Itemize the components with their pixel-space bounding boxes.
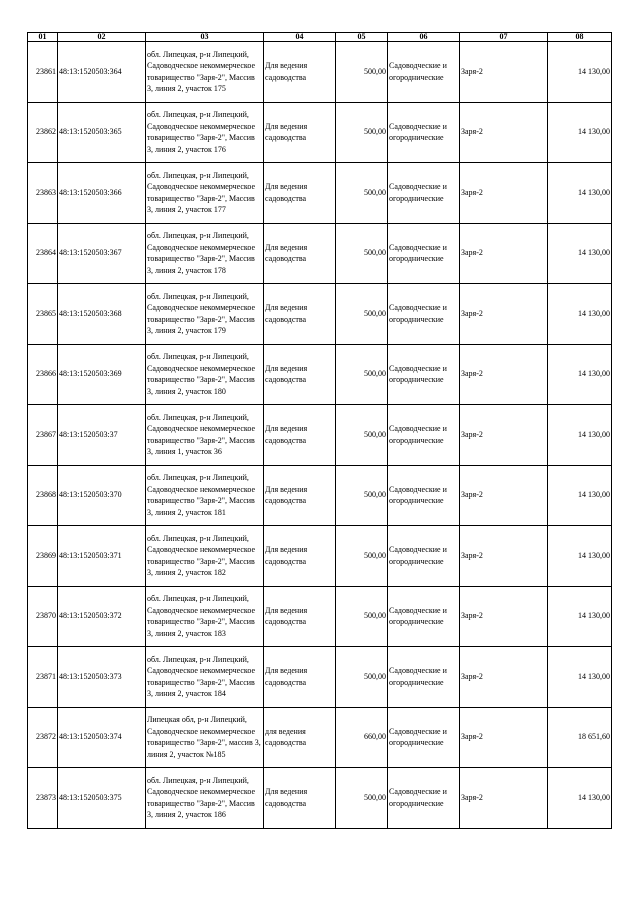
permitted-use-cell: для ведения садоводства	[264, 707, 336, 768]
land-category-cell: Садоводческие и огороднические	[388, 526, 460, 587]
permitted-use-cell: Для ведения садоводства	[264, 223, 336, 284]
permitted-use-cell: Для ведения садоводства	[264, 102, 336, 163]
column-header: 02	[58, 33, 146, 42]
cadastral-number-cell: 48:13:1520503:370	[58, 465, 146, 526]
row-number-cell: 23864	[28, 223, 58, 284]
column-header: 05	[336, 33, 388, 42]
settlement-name-cell: Заря-2	[460, 647, 548, 708]
row-number-cell: 23871	[28, 647, 58, 708]
permitted-use-cell: Для ведения садоводства	[264, 405, 336, 466]
settlement-name-cell: Заря-2	[460, 284, 548, 345]
settlement-name-cell: Заря-2	[460, 344, 548, 405]
area-cell: 500,00	[336, 465, 388, 526]
cadastral-value-cell: 18 651,60	[548, 707, 612, 768]
address-cell: обл. Липецкая, р-н Липецкий, Садоводческое некоммерческое товарищество "Заря-2", Массив 3, линия 1, участок 36	[146, 405, 264, 466]
permitted-use-cell: Для ведения садоводства	[264, 465, 336, 526]
area-cell: 500,00	[336, 344, 388, 405]
address-cell: обл. Липецкая, р-н Липецкий, Садоводческое некоммерческое товарищество "Заря-2", Массив 3, линия 2, участок 176	[146, 102, 264, 163]
address-cell: обл. Липецкая, р-н Липецкий, Садоводческое некоммерческое товарищество "Заря-2", Массив 3, линия 2, участок 182	[146, 526, 264, 587]
area-cell: 500,00	[336, 42, 388, 103]
column-header: 08	[548, 33, 612, 42]
settlement-name-cell: Заря-2	[460, 526, 548, 587]
table-row	[28, 586, 612, 647]
address-cell: обл. Липецкая, р-н Липецкий, Садоводческое некоммерческое товарищество "Заря-2", Массив 3, линия 2, участок 183	[146, 586, 264, 647]
permitted-use-cell: Для ведения садоводства	[264, 344, 336, 405]
cadastral-number-cell: 48:13:1520503:37	[58, 405, 146, 466]
settlement-name-cell: Заря-2	[460, 102, 548, 163]
area-cell: 500,00	[336, 647, 388, 708]
cadastral-value-cell: 14 130,00	[548, 163, 612, 224]
cadastral-number-cell: 48:13:1520503:364	[58, 42, 146, 103]
row-number-cell: 23867	[28, 405, 58, 466]
land-category-cell: Садоводческие и огороднические	[388, 42, 460, 103]
cadastral-number-cell: 48:13:1520503:365	[58, 102, 146, 163]
settlement-name-cell: Заря-2	[460, 586, 548, 647]
table-row	[28, 647, 612, 708]
table-row	[28, 768, 612, 829]
table-row	[28, 526, 612, 587]
row-number-cell: 23873	[28, 768, 58, 829]
row-number-cell: 23862	[28, 102, 58, 163]
address-cell: обл. Липецкая, р-н Липецкий, Садоводческое некоммерческое товарищество "Заря-2", Массив 3, линия 2, участок 175	[146, 42, 264, 103]
address-cell: Липецкая обл, р-н Липецкий, Садоводческое некоммерческое товарищество "Заря-2", массив 3, линия 2, участок №185	[146, 707, 264, 768]
row-number-cell: 23872	[28, 707, 58, 768]
area-cell: 500,00	[336, 284, 388, 345]
row-number-cell: 23863	[28, 163, 58, 224]
permitted-use-cell: Для ведения садоводства	[264, 163, 336, 224]
table-row	[28, 42, 612, 103]
settlement-name-cell: Заря-2	[460, 42, 548, 103]
permitted-use-cell: Для ведения садоводства	[264, 526, 336, 587]
row-number-cell: 23868	[28, 465, 58, 526]
cadastral-value-cell: 14 130,00	[548, 768, 612, 829]
cadastral-number-cell: 48:13:1520503:374	[58, 707, 146, 768]
permitted-use-cell: Для ведения садоводства	[264, 647, 336, 708]
area-cell: 500,00	[336, 405, 388, 466]
land-category-cell: Садоводческие и огороднические	[388, 405, 460, 466]
table-body	[28, 42, 612, 829]
column-header: 07	[460, 33, 548, 42]
area-cell: 660,00	[336, 707, 388, 768]
permitted-use-cell: Для ведения садоводства	[264, 586, 336, 647]
row-number-cell: 23865	[28, 284, 58, 345]
land-category-cell: Садоводческие и огороднические	[388, 768, 460, 829]
land-category-cell: Садоводческие и огороднические	[388, 344, 460, 405]
land-category-cell: Садоводческие и огороднические	[388, 586, 460, 647]
area-cell: 500,00	[336, 163, 388, 224]
address-cell: обл. Липецкая, р-н Липецкий, Садоводческое некоммерческое товарищество "Заря-2", Массив 3, линия 2, участок 178	[146, 223, 264, 284]
table-row	[28, 163, 612, 224]
table-row	[28, 223, 612, 284]
settlement-name-cell: Заря-2	[460, 223, 548, 284]
settlement-name-cell: Заря-2	[460, 768, 548, 829]
land-category-cell: Садоводческие и огороднические	[388, 647, 460, 708]
address-cell: обл. Липецкая, р-н Липецкий, Садоводческое некоммерческое товарищество "Заря-2", Массив 3, линия 2, участок 179	[146, 284, 264, 345]
land-category-cell: Садоводческие и огороднические	[388, 102, 460, 163]
settlement-name-cell: Заря-2	[460, 163, 548, 224]
row-number-cell: 23869	[28, 526, 58, 587]
address-cell: обл. Липецкая, р-н Липецкий, Садоводческое некоммерческое товарищество "Заря-2", Массив 3, линия 2, участок 180	[146, 344, 264, 405]
permitted-use-cell: Для ведения садоводства	[264, 42, 336, 103]
cadastral-value-cell: 14 130,00	[548, 344, 612, 405]
land-category-cell: Садоводческие и огороднические	[388, 284, 460, 345]
settlement-name-cell: Заря-2	[460, 405, 548, 466]
land-category-cell: Садоводческие и огороднические	[388, 223, 460, 284]
cadastral-value-cell: 14 130,00	[548, 42, 612, 103]
cadastral-number-cell: 48:13:1520503:369	[58, 344, 146, 405]
header-row	[28, 33, 612, 42]
row-number-cell: 23861	[28, 42, 58, 103]
area-cell: 500,00	[336, 102, 388, 163]
land-category-cell: Садоводческие и огороднические	[388, 465, 460, 526]
column-header: 06	[388, 33, 460, 42]
cadastral-value-cell: 14 130,00	[548, 102, 612, 163]
land-category-cell: Садоводческие и огороднические	[388, 163, 460, 224]
cadastral-number-cell: 48:13:1520503:372	[58, 586, 146, 647]
cadastral-value-cell: 14 130,00	[548, 465, 612, 526]
cadastral-value-cell: 14 130,00	[548, 405, 612, 466]
cadastral-value-cell: 14 130,00	[548, 223, 612, 284]
cadastral-number-cell: 48:13:1520503:373	[58, 647, 146, 708]
cadastral-number-cell: 48:13:1520503:366	[58, 163, 146, 224]
cadastral-number-cell: 48:13:1520503:371	[58, 526, 146, 587]
column-header: 03	[146, 33, 264, 42]
area-cell: 500,00	[336, 586, 388, 647]
address-cell: обл. Липецкая, р-н Липецкий, Садоводческое некоммерческое товарищество "Заря-2", Массив 3, линия 2, участок 181	[146, 465, 264, 526]
table-row	[28, 344, 612, 405]
row-number-cell: 23870	[28, 586, 58, 647]
address-cell: обл. Липецкая, р-н Липецкий, Садоводческое некоммерческое товарищество "Заря-2", Массив 3, линия 2, участок 186	[146, 768, 264, 829]
column-header: 01	[28, 33, 58, 42]
cadastral-number-cell: 48:13:1520503:367	[58, 223, 146, 284]
cadastral-table	[27, 32, 612, 829]
area-cell: 500,00	[336, 223, 388, 284]
cadastral-value-cell: 14 130,00	[548, 526, 612, 587]
table-row	[28, 284, 612, 345]
settlement-name-cell: Заря-2	[460, 707, 548, 768]
cadastral-value-cell: 14 130,00	[548, 284, 612, 345]
table-row	[28, 465, 612, 526]
cadastral-value-cell: 14 130,00	[548, 586, 612, 647]
cadastral-value-cell: 14 130,00	[548, 647, 612, 708]
address-cell: обл. Липецкая, р-н Липецкий, Садоводческое некоммерческое товарищество "Заря-2", Массив 3, линия 2, участок 177	[146, 163, 264, 224]
land-category-cell: Садоводческие и огороднические	[388, 707, 460, 768]
permitted-use-cell: Для ведения садоводства	[264, 768, 336, 829]
area-cell: 500,00	[336, 526, 388, 587]
cadastral-number-cell: 48:13:1520503:368	[58, 284, 146, 345]
address-cell: обл. Липецкая, р-н Липецкий, Садоводческое некоммерческое товарищество "Заря-2", Массив 3, линия 2, участок 184	[146, 647, 264, 708]
area-cell: 500,00	[336, 768, 388, 829]
cadastral-number-cell: 48:13:1520503:375	[58, 768, 146, 829]
table-row	[28, 405, 612, 466]
settlement-name-cell: Заря-2	[460, 465, 548, 526]
row-number-cell: 23866	[28, 344, 58, 405]
table-row	[28, 707, 612, 768]
table-row	[28, 102, 612, 163]
permitted-use-cell: Для ведения садоводства	[264, 284, 336, 345]
column-header: 04	[264, 33, 336, 42]
